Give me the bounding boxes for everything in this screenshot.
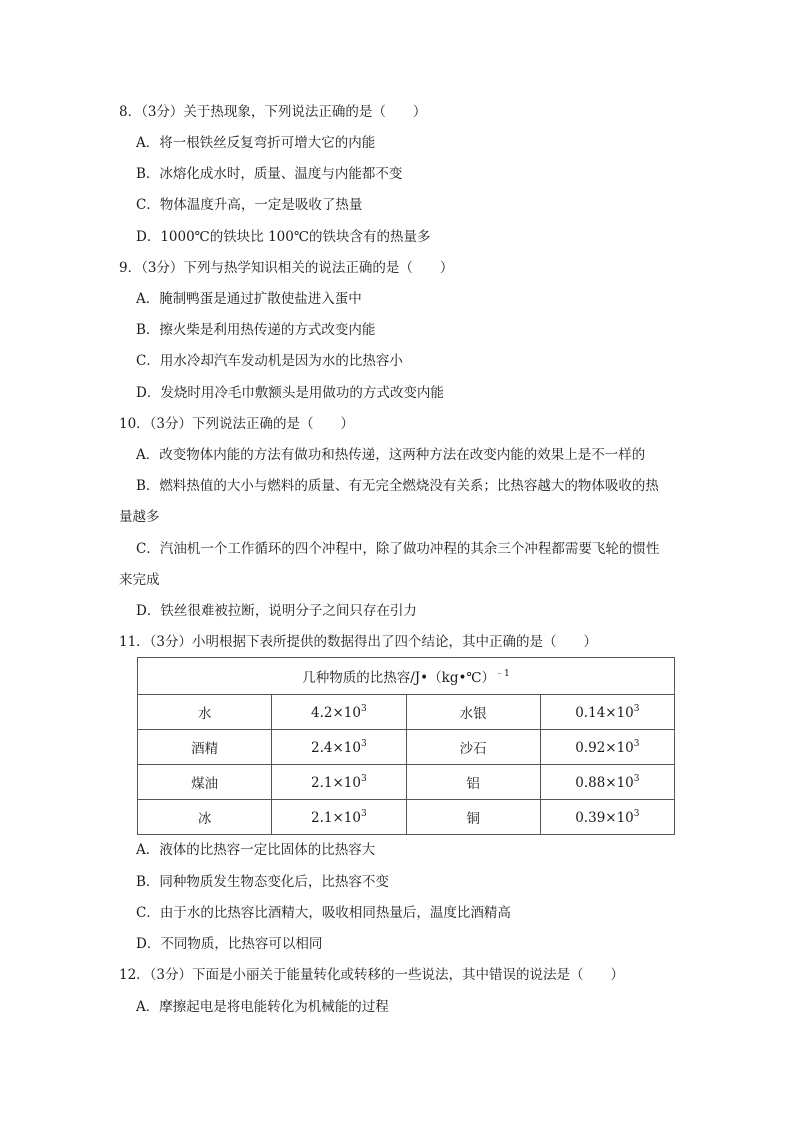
q9-option-a: A．腌制鸭蛋是通过扩散使盐进入蛋中 (136, 291, 362, 307)
q10-option-c-line2: 来完成 (119, 572, 160, 588)
table-cell: 铜 (406, 800, 540, 835)
table-cell: 水银 (406, 695, 540, 730)
q11-option-c: C．由于水的比热容比酒精大，吸收相同热量后，温度比酒精高 (136, 905, 511, 921)
q12-option-a: A．摩擦起电是将电能转化为机械能的过程 (136, 999, 389, 1015)
q11-stem: 11．（3分）小明根据下表所提供的数据得出了四个结论，其中正确的是（ ） (119, 634, 598, 650)
table-cell: 铝 (406, 765, 540, 800)
table-title: 几种物质的比热容/J•（kg•℃）$^{﹣1}$ (138, 658, 675, 695)
q10-option-c-line1: C．汽油机一个工作循环的四个冲程中，除了做功冲程的其余三个冲程都需要飞轮的惯性 (136, 541, 660, 557)
table-row (138, 765, 675, 800)
table-cell: 沙石 (406, 730, 540, 765)
q11-option-a: A．液体的比热容一定比固体的比热容大 (136, 842, 376, 858)
table-cell: $2.4\times 10^3$ (272, 730, 406, 765)
q8-stem: 8．（3分）关于热现象，下列说法正确的是（ ） (119, 104, 427, 120)
q10-option-d: D．铁丝很难被拉断，说明分子之间只存在引力 (136, 603, 417, 619)
q11-option-b: B．同种物质发生物态变化后，比热容不变 (136, 874, 389, 890)
table-title-row (138, 658, 675, 695)
table-row (138, 695, 675, 730)
q9-stem: 9．（3分）下列与热学知识相关的说法正确的是（ ） (119, 260, 454, 276)
q10-option-a: A．改变物体内能的方法有做功和热传递，这两种方法在改变内能的效果上是不一样的 (136, 447, 646, 463)
table-cell: 冰 (138, 800, 272, 835)
table-cell: $2.1\times 10^3$ (272, 765, 406, 800)
q10-option-b-line1: B．燃料热值的大小与燃料的质量、有无完全燃烧没有关系；比热容越大的物体吸收的热 (136, 478, 659, 494)
q9-option-d: D．发烧时用冷毛巾敷额头是用做功的方式改变内能 (136, 385, 444, 401)
q8-option-a: A．将一根铁丝反复弯折可增大它的内能 (136, 135, 376, 151)
q8-option-d: D．1000℃的铁块比 100℃的铁块含有的热量多 (136, 229, 431, 245)
table-cell: 煤油 (138, 765, 272, 800)
table-cell: 酒精 (138, 730, 272, 765)
q10-stem: 10．（3分）下列说法正确的是（ ） (119, 416, 355, 432)
table-row (138, 800, 675, 835)
q9-option-c: C．用水冷却汽车发动机是因为水的比热容小 (136, 353, 403, 369)
table-cell: $4.2\times 10^3$ (272, 695, 406, 730)
q8-option-c: C．物体温度升高，一定是吸收了热量 (136, 197, 363, 213)
table-cell: $0.14\times 10^3$ (540, 695, 674, 730)
q11-option-d: D．不同物质，比热容可以相同 (136, 936, 323, 952)
table-cell: $0.88\times 10^3$ (540, 765, 674, 800)
table-row (138, 730, 675, 765)
table-cell: $0.92\times 10^3$ (540, 730, 674, 765)
table-cell: $2.1\times 10^3$ (272, 800, 406, 835)
q8-option-b: B．冰熔化成水时，质量、温度与内能都不变 (136, 166, 403, 182)
table-cell: $0.39\times 10^3$ (540, 800, 674, 835)
q9-option-b: B．擦火柴是利用热传递的方式改变内能 (136, 322, 376, 338)
specific-heat-table (137, 657, 675, 835)
q10-option-b-line2: 量越多 (119, 509, 160, 525)
q12-stem: 12．（3分）下面是小丽关于能量转化或转移的一些说法，其中错误的说法是（ ） (119, 967, 625, 983)
table-cell: 水 (138, 695, 272, 730)
